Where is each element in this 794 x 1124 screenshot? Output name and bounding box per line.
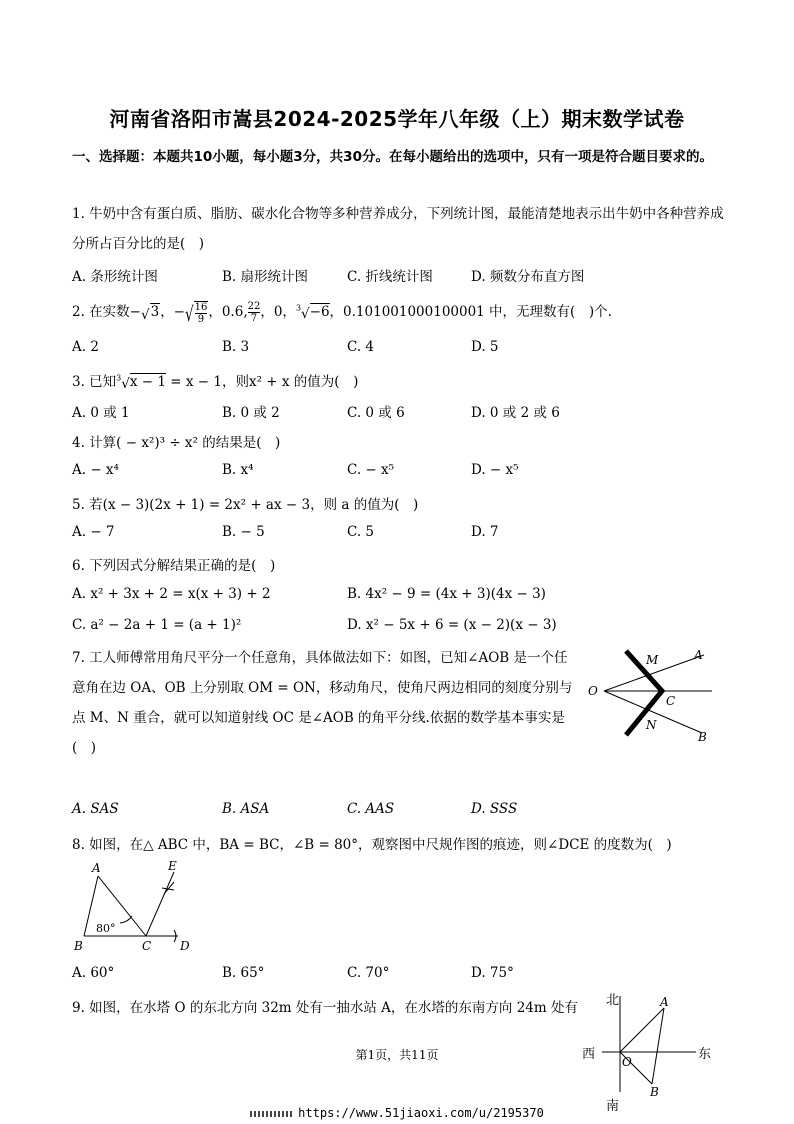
triangle-construction-figure	[70, 860, 200, 954]
arc-mark-2	[162, 882, 174, 894]
q3-option-b[interactable]: B. 0 或 2	[222, 405, 280, 421]
page-footer: 第1页，共11页	[355, 1048, 439, 1062]
q4-option-b[interactable]: B. x⁴	[222, 462, 254, 478]
q1-option-c[interactable]: C. 折线统计图	[347, 269, 433, 285]
watermark-url[interactable]: https://www.51jiaoxi.com/u/2195370	[298, 1106, 544, 1120]
label-b: B	[698, 730, 707, 744]
label-n: N	[646, 718, 657, 732]
question-8-stem: 8. 如图，在△ ABC 中，BA = BC，∠B = 80°，观察图中尺规作图的痕迹，则∠DCE 的度数为( )	[72, 837, 672, 853]
q2-mid: ，0.6,	[208, 304, 248, 320]
label-m: M	[646, 653, 659, 667]
label-d: D	[180, 939, 190, 953]
label-o: O	[588, 684, 598, 698]
label-b: B	[650, 1085, 659, 1099]
q2-frac2-num: 22	[247, 301, 261, 312]
label-b: B	[74, 939, 83, 953]
sqrt-sign-icon: √	[140, 307, 150, 323]
q2-tail: ，0.101001000100001 中，无理数有( )个.	[329, 304, 612, 320]
q5-option-c[interactable]: C. 5	[347, 524, 375, 540]
q7-option-d[interactable]: D. SSS	[471, 801, 518, 817]
q1-option-b[interactable]: B. 扇形统计图	[222, 269, 309, 285]
label-a: A	[694, 648, 703, 662]
q2-fraction-2	[248, 301, 261, 324]
q2-frac2-den: 7	[250, 313, 258, 324]
question-7-stem: 7. 工人师傅常用角尺平分一个任意角，具体做法如下：如图，已知∠AOB 是一个任意角在边 OA、OB 上分别取 OM = ON，移动角尺，使角尺两边相同的刻度分别与点 M、N 重合，就可以知道射线 OC 是∠AOB 的角平分线.依据的数学基本事实是( )	[72, 650, 573, 756]
q3-root-index: 3	[116, 373, 122, 383]
question-3-stem	[72, 370, 358, 390]
q3-prefix: 3. 已知	[72, 374, 117, 390]
question-6-stem: 6. 下列因式分解结果正确的是( )	[72, 558, 276, 574]
label-e: E	[168, 860, 177, 873]
cube-root-sign-icon: √	[301, 306, 310, 322]
q2-mid2: ，0，	[260, 304, 296, 320]
q6-option-a[interactable]: A. x² + 3x + 2 = x(x + 3) + 2	[72, 586, 271, 602]
question-4-stem: 4. 计算( − x²)³ ÷ x² 的结果是( )	[72, 435, 281, 451]
q7-option-b[interactable]: B. ASA	[222, 801, 270, 817]
page-title: 河南省洛阳市嵩县2024-2025学年八年级（上）期末数学试卷	[109, 107, 685, 131]
q2-sqrt-body: 3	[150, 304, 160, 320]
label-c: C	[142, 939, 152, 953]
q4-option-c[interactable]: C. − x⁵	[347, 462, 395, 478]
q6-option-d[interactable]: D. x² − 5x + 6 = (x − 2)(x − 3)	[347, 617, 557, 633]
question-1-stem: 1. 牛奶中含有蛋白质、脂肪、碳水化合物等多种营养成分，下列统计图，最能清楚地表示出牛奶中各种营养成分所占百分比的是( )	[72, 206, 724, 252]
q3-option-c[interactable]: C. 0 或 6	[347, 405, 405, 421]
q7-option-a[interactable]: A. SAS	[72, 801, 119, 817]
label-o: O	[622, 1055, 632, 1069]
q2-cbrt-body: −6	[309, 304, 330, 320]
q2-option-c[interactable]: C. 4	[347, 339, 375, 355]
q2-sep: ，−	[160, 304, 185, 320]
q4-option-d[interactable]: D. − x⁵	[471, 462, 519, 478]
ray-ce	[146, 872, 174, 936]
question-5-stem: 5. 若(x − 3)(2x + 1) = 2x² + ax − 3，则 a 的值为( )	[72, 497, 419, 513]
cube-root-sign-icon: √	[121, 376, 130, 392]
q4-option-a[interactable]: A. − x⁴	[72, 462, 119, 478]
label-a: A	[660, 995, 669, 1009]
q2-option-b[interactable]: B. 3	[222, 339, 250, 355]
q5-option-b[interactable]: B. − 5	[222, 524, 265, 540]
q6-option-b[interactable]: B. 4x² − 9 = (4x + 3)(4x − 3)	[347, 586, 546, 602]
q3-option-d[interactable]: D. 0 或 2 或 6	[471, 405, 560, 421]
q2-frac-num: 16	[194, 301, 208, 313]
label-c: C	[666, 694, 676, 708]
section-heading: 一、选择题：本题共10小题，每小题3分，共30分。在每小题给出的选项中，只有一项是符合题目要求的。	[72, 149, 713, 165]
q5-option-a[interactable]: A. − 7	[72, 524, 115, 540]
label-south: 南	[606, 1099, 620, 1112]
q3-root-body: x − 1	[129, 374, 166, 390]
q2-option-d[interactable]: D. 5	[471, 339, 499, 355]
q2-frac-den: 9	[197, 313, 205, 325]
watermark-logo-icon	[250, 1111, 292, 1117]
q2-prefix: 2. 在实数−	[72, 304, 141, 320]
q8-option-a[interactable]: A. 60°	[72, 965, 115, 981]
q3-option-a[interactable]: A. 0 或 1	[72, 405, 130, 421]
watermark	[0, 1106, 794, 1120]
label-a: A	[92, 861, 101, 875]
q2-fraction	[194, 301, 209, 325]
q5-option-d[interactable]: D. 7	[471, 524, 499, 540]
q2-option-a[interactable]: A. 2	[72, 339, 99, 355]
question-9-stem: 9. 如图，在水塔 O 的东北方向 32m 处有一抽水站 A，在水塔的东南方向 24m 处有	[72, 1000, 578, 1016]
label-angle-80: 80°	[96, 922, 116, 935]
q7-option-c[interactable]: C. AAS	[347, 801, 395, 817]
q8-option-c[interactable]: C. 70°	[347, 965, 390, 981]
angle-bisector-figure	[584, 645, 724, 745]
q1-option-d[interactable]: D. 频数分布直方图	[471, 269, 585, 285]
label-north: 北	[606, 993, 620, 1008]
q3-tail: = x − 1，则x² + x 的值为( )	[165, 374, 359, 390]
question-2-stem	[72, 300, 612, 328]
q2-cbrt-index: 3	[295, 303, 302, 313]
q1-option-a[interactable]: A. 条形统计图	[72, 269, 158, 285]
sqrt-sign-icon: √	[185, 303, 194, 327]
q8-option-b[interactable]: B. 65°	[222, 965, 265, 981]
q8-option-d[interactable]: D. 75°	[471, 965, 514, 981]
label-east: 东	[698, 1047, 712, 1062]
q6-option-c[interactable]: C. a² − 2a + 1 = (a + 1)²	[72, 617, 242, 633]
label-west: 西	[582, 1047, 596, 1062]
